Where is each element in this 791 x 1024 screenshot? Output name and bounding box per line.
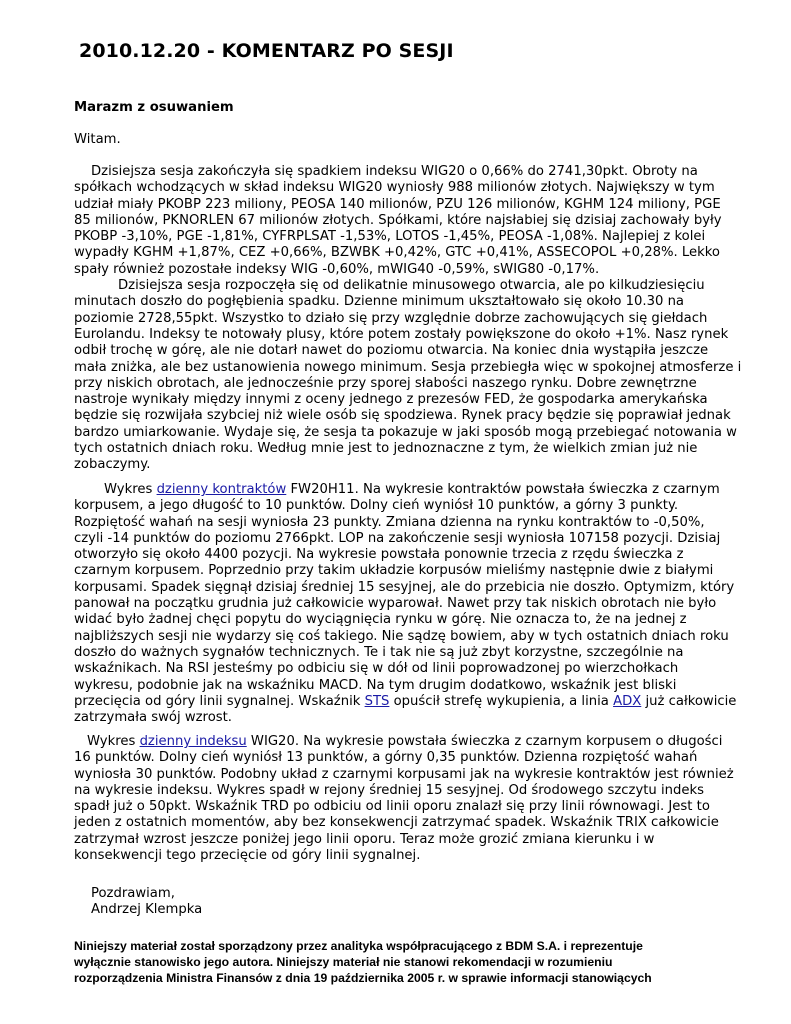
text-line: spółkach wchodzących w skład indeksu WIG20 wyniosły 988 milionów złotych. Największy w tym bbox=[74, 180, 715, 196]
sts-indicator-link[interactable]: STS bbox=[364, 693, 390, 709]
text-line: czarnym korpusem. Poprzednio przy takim układzie korpusów mieliśmy następnie dwie z białymi bbox=[74, 563, 714, 579]
text-line: Dzisiejsza sesja rozpoczęła się od delikatnie minusowego otwarcia, ale po kilkudziesięciu bbox=[118, 278, 705, 294]
adx-indicator-link[interactable]: ADX bbox=[613, 693, 642, 709]
index-daily-chart-link[interactable]: dzienny indeksu bbox=[139, 734, 247, 749]
text-line: przecięcia od góry linii sygnalnej. Wskaźnik STS opuścił strefę wykupienia, a linia ADX już całkowicie bbox=[74, 693, 737, 709]
text-line: nastroje wynikały między innymi z oceny jednego z prezesów FED, że gospodarka amerykańska bbox=[74, 392, 708, 408]
futures-daily-chart-link[interactable]: dzienny kontraktów bbox=[156, 482, 287, 497]
text-line: na wykresie indeksu. Wykres spadł w rejony średniej 15 sesyjnej. Od środowego szczytu indeks bbox=[74, 782, 704, 798]
text-line: Wykres dzienny indeksu WIG20. Na wykresie powstała świeczka z czarnym korpusem o długości bbox=[87, 734, 723, 749]
greeting: Witam. bbox=[74, 132, 121, 147]
text-line: konsekwencji tego przecięcie od góry linii sygnalnej. bbox=[74, 848, 421, 864]
text-line: zatrzymała swój wzrost. bbox=[74, 710, 232, 726]
text-line: jeden z ostatnich momentów, aby bez konsekwencji zatrzymać spadek. Wskaźnik TRIX całkowicie bbox=[74, 815, 719, 831]
text-line: zobaczymy. bbox=[74, 457, 151, 473]
text-line: korpusem, a jego długość to 10 punktów. Dolny cień wyniósł 10 punktów, a górny 3 punkty. bbox=[74, 498, 679, 514]
closing-signature bbox=[91, 886, 781, 919]
text-line: Rozpiętość wahań na sesji wyniosła 23 punkty. Zmiana dzienna na rynku kontraktów to -0,50%, bbox=[74, 514, 705, 530]
paragraph-index-chart bbox=[74, 734, 764, 864]
text-line: wyniosła 30 punktów. Podobny układ z czarnymi korpusami jak na wykresie kontraktów jest również bbox=[74, 766, 734, 782]
text-line: zatrzymał wzrost jeszcze poniżej jego linii oporu. Teraz może grozić zmiana kierunku i w bbox=[74, 831, 655, 847]
text-line: 16 punktów. Dolny cień wyniósł 13 punktów, a górny 0,35 punktów. Dzienna rozpiętość wahań bbox=[74, 750, 698, 766]
article-subtitle: Marazm z osuwaniem bbox=[74, 100, 234, 115]
text-line: otworzyło się około 4400 pozycji. Na wykresie powstała ponownie trzecia z rzędu świeczka z bbox=[74, 547, 684, 563]
text-line: 85 milionów, PKNORLEN 67 milionów złotych. Spółkami, które najsłabiej się dzisiaj zachowały były bbox=[74, 212, 722, 228]
paragraph-futures-chart bbox=[74, 482, 764, 726]
text-line: wypadły KGHM +1,87%, CEZ +0,66%, BZWBK +0,42%, GTC +0,41%, ASSECOPOL +0,28%. Lekko bbox=[74, 245, 721, 261]
text-line: czyli -14 punktów do poziomu 2766pkt. LOP na zakończenie sesji wyniosła 107158 pozycji. Dzisiaj bbox=[74, 530, 721, 546]
paragraph-session-summary bbox=[74, 164, 764, 474]
text-line: udział miały PKOBP 223 miliony, PEOSA 140 milionów, PZU 126 milionów, KGHM 124 miliony, PGE bbox=[74, 196, 721, 212]
text-line: PKOBP -3,10%, PGE -1,81%, CYFRPLSAT -1,53%, LOTOS -1,45%, PEOSA -1,08%. Najlepiej z kolei bbox=[74, 229, 706, 245]
text-line: wskaźnikach. Na RSI jesteśmy po odbiciu się w dół od linii poprowadzonej po wierzchołkach bbox=[74, 661, 679, 677]
text-line: minutach doszło do pogłębienia spadku. Dzienne minimum ukształtowało się około 10.30 na bbox=[74, 294, 685, 310]
text-line: widać było żadnej chęci popytu do wyciągnięcia rynku w górę. Nie oznacza to, że na jednej z bbox=[74, 612, 687, 628]
text-line: odbił trochę w górę, ale nie dotarł nawet do poziomu otwarcia. Na koniec dnia wystąpiła jeszcze bbox=[74, 343, 709, 359]
text-line: wykresu, podobnie jak na wskaźniku MACD. Na tym drugim dodatkowo, wskaźnik jest bliski bbox=[74, 677, 677, 693]
disclaimer-line: rozporządzenia Ministra Finansów z dnia 19 października 2005 r. w sprawie informacji stanowiących bbox=[74, 971, 652, 985]
text-line: mała zniżka, ale bez ustanowienia nowego minimum. Sesja przebiegła więc w spokojnej atmosferze i bbox=[74, 359, 742, 375]
author-name: Andrzej Klempka bbox=[91, 902, 203, 918]
text-line: bardzo umiarkowanie. Wydaje się, że sesja ta pokazuje w jaki sposób mogą przebiegać notowania w bbox=[74, 424, 737, 440]
text-line: Dzisiejsza sesja zakończyła się spadkiem indeksu WIG20 o 0,66% do 2741,30pkt. Obroty na bbox=[91, 164, 698, 179]
text-line: doszło do ważnych sygnałów technicznych. Te i tak nie są już zbyt korzystne, szczególnie na bbox=[74, 644, 684, 660]
disclaimer-line: wyłącznie stanowisko jego autora. Niniejszy materiał nie stanowi rekomendacji w rozumieniu bbox=[74, 955, 613, 969]
text-line: najbliższych sesji nie wydarzy się coś takiego. Nie sądzę bowiem, aby w tych ostatnich dniach roku bbox=[74, 628, 729, 644]
text-line: spadł już o 50pkt. Wskaźnik TRD po odbiciu od linii oporu znalazł się przy linii równowagi. Jest to bbox=[74, 799, 710, 815]
text-line: panował na początku grudnia już całkowicie wyparował. Nawet przy tak niskich obrotach nie było bbox=[74, 596, 717, 612]
text-line: spały również pozostałe indeksy WIG -0,60%, mWIG40 -0,59%, sWIG80 -0,17%. bbox=[74, 261, 600, 277]
text-line: tych ostatnich dniach roku. Według mnie jest to jednoznaczne z tym, że wielkich zmian już nie bbox=[74, 441, 698, 457]
text-line: Wykres dzienny kontraktów FW20H11. Na wykresie kontraktów powstała świeczka z czarnym bbox=[104, 482, 720, 497]
text-line: poziomie 2728,55pkt. Wszystko to działo się przy względnie dobrze zachowujących się giełdach bbox=[74, 310, 708, 326]
document-title: 2010.12.20 - KOMENTARZ PO SESJI bbox=[79, 40, 454, 62]
regards-text: Pozdrawiam, bbox=[91, 886, 175, 901]
text-line: przy niskich obrotach, ale jednocześnie przy sporej słabości naszego rynku. Dobre zewnętrzne bbox=[74, 375, 697, 391]
text-line: korpusami. Spadek sięgnął dzisiaj średniej 15 sesyjnej, ale do przebicia nie doszło. Optymizm, który bbox=[74, 579, 735, 595]
text-line: Eurolandu. Indeksy te notowały plusy, które potem zostały powiększone do około +1%. Nasz rynek bbox=[74, 326, 729, 342]
disclaimer-line: Niniejszy materiał został sporządzony przez analityka współpracującego z BDM S.A. i reprezentuje bbox=[74, 939, 643, 953]
legal-disclaimer bbox=[74, 938, 728, 986]
text-line: będzie się rozwijała szybciej niż wiele osób się spodziewa. Rynek pracy będzie się poprawiał jednak bbox=[74, 408, 731, 424]
